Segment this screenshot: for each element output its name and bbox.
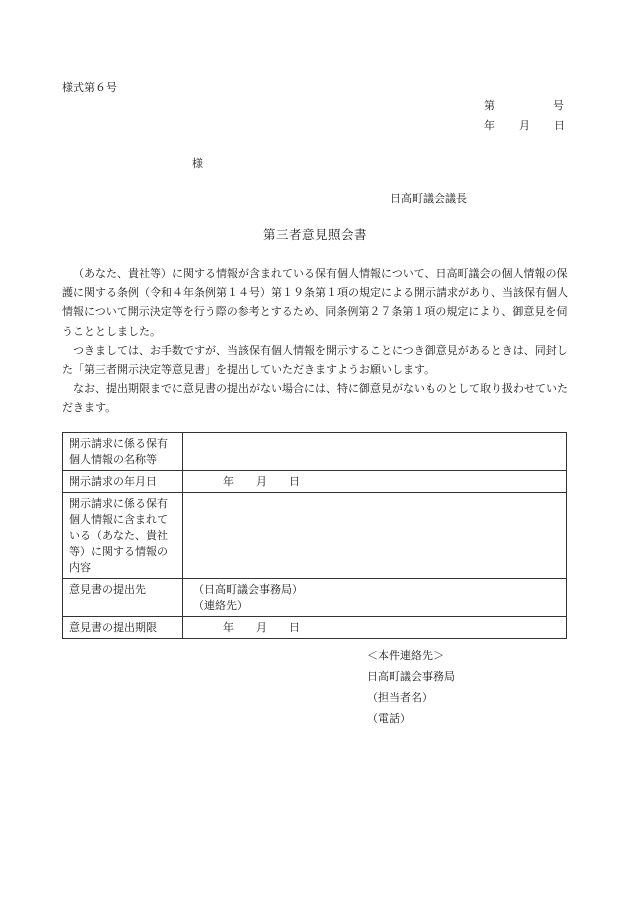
request-date: 年 月 日 <box>223 475 300 488</box>
table-value <box>183 493 567 579</box>
table-row <box>63 617 567 639</box>
table-value <box>183 433 567 471</box>
table-value <box>183 617 567 639</box>
document-number-prefix: 第 <box>484 99 495 112</box>
body-paragraph: （あなた、貴社等）に関する情報が含まれている保有個人情報について、日高町議会の個人情報の保護に関する条例（令和４年条例第１４号）第１９条第１項の規定による開示請求があり、当該保有個人情報について開示決定等を行う際の参考とするため、同条例第２７条第１項の規定により、御意見を伺うこととしました。 <box>62 267 568 338</box>
table-row <box>63 493 567 579</box>
contact-phone: （電話） <box>367 712 411 725</box>
date-year: 年 <box>484 119 495 132</box>
body-paragraph: つきましては、お手数ですが、当該保有個人情報を開示することにつき御意見があるときは、同封した「第三者開示決定等意見書」を提出していただきますようお願いします。 <box>62 343 568 377</box>
date-day: 日 <box>554 119 565 132</box>
document-number-suffix: 号 <box>553 99 564 112</box>
submission-office: （日高町議会事務局） <box>193 583 303 596</box>
table-row <box>63 433 567 471</box>
addressee: 様 <box>192 157 203 170</box>
contact-block <box>367 645 455 729</box>
table-value <box>183 471 567 493</box>
table-row <box>63 579 567 617</box>
table-row <box>63 471 567 493</box>
contact-office: 日高町議会事務局 <box>367 670 455 683</box>
date-month: 月 <box>519 119 530 132</box>
document-title: 第三者意見照会書 <box>262 227 367 242</box>
contact-person: （担当者名） <box>367 691 433 704</box>
body-text <box>62 264 568 418</box>
table-value <box>183 579 567 617</box>
table-label: 意見書の提出先 <box>63 579 183 617</box>
info-table <box>62 432 567 639</box>
sender: 日高町議会議長 <box>390 192 467 205</box>
body-paragraph: なお、提出期限までに意見書の提出がない場合には、特に御意見がないものとして取り扱わせていただきます。 <box>62 382 568 415</box>
form-number: 様式第６号 <box>62 81 117 94</box>
table-label: 開示請求に係る保有個人情報に含まれている（あなた、貴社等）に関する情報の内容 <box>63 493 183 579</box>
contact-heading: ＜本件連絡先＞ <box>367 649 444 662</box>
table-label: 意見書の提出期限 <box>63 617 183 639</box>
table-label: 開示請求に係る保有個人情報の名称等 <box>63 433 183 471</box>
table-label: 開示請求の年月日 <box>63 471 183 493</box>
submission-deadline: 年 月 日 <box>223 621 300 634</box>
submission-contact: （連絡先） <box>193 599 248 612</box>
